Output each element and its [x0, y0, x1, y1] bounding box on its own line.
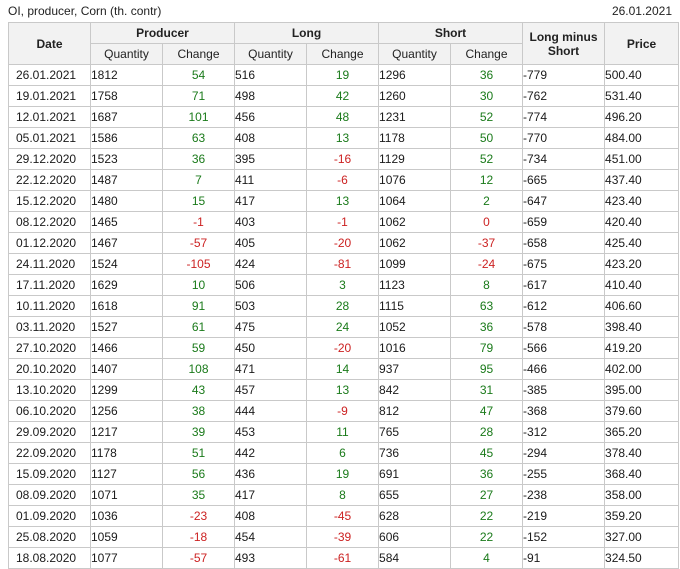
cell-long-change: -45 [307, 506, 379, 527]
cell-short-change: 8 [451, 275, 523, 296]
cell-producer-change: 43 [163, 380, 235, 401]
cell-date: 18.08.2020 [9, 548, 91, 569]
cell-producer-quantity: 1527 [91, 317, 163, 338]
table-row [9, 485, 679, 506]
cell-short-change: 47 [451, 401, 523, 422]
cell-long-change: 48 [307, 107, 379, 128]
cell-price: 402.00 [605, 359, 679, 380]
cell-producer-quantity: 1256 [91, 401, 163, 422]
cell-short-quantity: 937 [379, 359, 451, 380]
cell-long-quantity: 498 [235, 86, 307, 107]
cell-long-minus-short: -774 [523, 107, 605, 128]
cell-long-quantity: 493 [235, 548, 307, 569]
cell-long-change: 19 [307, 65, 379, 86]
table-row [9, 233, 679, 254]
cell-short-change: 79 [451, 338, 523, 359]
cell-producer-change: 59 [163, 338, 235, 359]
cell-long-quantity: 503 [235, 296, 307, 317]
cell-date: 12.01.2021 [9, 107, 91, 128]
cell-short-quantity: 1064 [379, 191, 451, 212]
cell-date: 27.10.2020 [9, 338, 91, 359]
cell-producer-quantity: 1036 [91, 506, 163, 527]
cell-price: 379.60 [605, 401, 679, 422]
cell-short-quantity: 1123 [379, 275, 451, 296]
cell-producer-change: 108 [163, 359, 235, 380]
cell-long-minus-short: -385 [523, 380, 605, 401]
table-row [9, 275, 679, 296]
cell-date: 25.08.2020 [9, 527, 91, 548]
cell-short-change: 4 [451, 548, 523, 569]
cell-price: 324.50 [605, 548, 679, 569]
cell-long-change: -1 [307, 212, 379, 233]
cell-date: 08.12.2020 [9, 212, 91, 233]
cell-producer-quantity: 1077 [91, 548, 163, 569]
cell-long-quantity: 403 [235, 212, 307, 233]
cell-short-quantity: 842 [379, 380, 451, 401]
cell-price: 406.60 [605, 296, 679, 317]
cell-short-quantity: 1016 [379, 338, 451, 359]
cell-short-quantity: 1099 [379, 254, 451, 275]
cell-short-quantity: 691 [379, 464, 451, 485]
cell-price: 419.20 [605, 338, 679, 359]
cell-date: 10.11.2020 [9, 296, 91, 317]
cot-data-table [8, 22, 679, 569]
cell-price: 359.20 [605, 506, 679, 527]
cell-short-quantity: 1052 [379, 317, 451, 338]
cell-producer-quantity: 1618 [91, 296, 163, 317]
cell-long-quantity: 408 [235, 128, 307, 149]
cell-long-change: 13 [307, 191, 379, 212]
cell-short-quantity: 1260 [379, 86, 451, 107]
cell-short-quantity: 1178 [379, 128, 451, 149]
cell-price: 398.40 [605, 317, 679, 338]
cell-date: 29.12.2020 [9, 149, 91, 170]
cell-long-change: -9 [307, 401, 379, 422]
cell-short-change: 22 [451, 527, 523, 548]
cell-long-change: -39 [307, 527, 379, 548]
cell-long-minus-short: -647 [523, 191, 605, 212]
cell-long-quantity: 457 [235, 380, 307, 401]
cell-short-change: 36 [451, 65, 523, 86]
table-row [9, 107, 679, 128]
cell-short-change: 2 [451, 191, 523, 212]
cell-date: 03.11.2020 [9, 317, 91, 338]
table-row [9, 170, 679, 191]
cell-long-quantity: 411 [235, 170, 307, 191]
cell-producer-change: 10 [163, 275, 235, 296]
cell-short-change: 36 [451, 317, 523, 338]
cell-long-minus-short: -770 [523, 128, 605, 149]
column-header-short-quantity: Quantity [379, 44, 451, 65]
cell-price: 420.40 [605, 212, 679, 233]
cell-long-quantity: 405 [235, 233, 307, 254]
cell-producer-change: 36 [163, 149, 235, 170]
cell-producer-quantity: 1407 [91, 359, 163, 380]
column-header-price: Price [605, 23, 679, 65]
cell-producer-quantity: 1524 [91, 254, 163, 275]
cell-price: 496.20 [605, 107, 679, 128]
cell-long-quantity: 444 [235, 401, 307, 422]
cell-long-quantity: 456 [235, 107, 307, 128]
cell-short-quantity: 1062 [379, 212, 451, 233]
cell-long-quantity: 442 [235, 443, 307, 464]
cell-producer-change: 15 [163, 191, 235, 212]
cell-producer-quantity: 1059 [91, 527, 163, 548]
cell-producer-change: 54 [163, 65, 235, 86]
cell-producer-change: -105 [163, 254, 235, 275]
cell-date: 26.01.2021 [9, 65, 91, 86]
cell-long-minus-short: -658 [523, 233, 605, 254]
cell-producer-change: -18 [163, 527, 235, 548]
table-row [9, 401, 679, 422]
cell-long-quantity: 395 [235, 149, 307, 170]
header-row-groups [9, 23, 679, 44]
cell-date: 06.10.2020 [9, 401, 91, 422]
cell-long-minus-short: -255 [523, 464, 605, 485]
cell-producer-quantity: 1629 [91, 275, 163, 296]
cell-long-change: -20 [307, 233, 379, 254]
cell-short-quantity: 655 [379, 485, 451, 506]
cell-price: 531.40 [605, 86, 679, 107]
cell-producer-change: 101 [163, 107, 235, 128]
cell-short-quantity: 1076 [379, 170, 451, 191]
cell-short-change: 95 [451, 359, 523, 380]
cell-short-quantity: 1062 [379, 233, 451, 254]
table-row [9, 296, 679, 317]
cell-long-change: -16 [307, 149, 379, 170]
title-bar [0, 0, 680, 22]
cell-long-minus-short: -91 [523, 548, 605, 569]
cell-producer-change: 63 [163, 128, 235, 149]
cell-long-quantity: 471 [235, 359, 307, 380]
cell-long-minus-short: -368 [523, 401, 605, 422]
cell-short-change: 63 [451, 296, 523, 317]
column-header-long-change: Change [307, 44, 379, 65]
cell-producer-change: 7 [163, 170, 235, 191]
cell-short-change: 22 [451, 506, 523, 527]
cell-long-change: -81 [307, 254, 379, 275]
cell-long-minus-short: -617 [523, 275, 605, 296]
table-row [9, 86, 679, 107]
cell-date: 01.12.2020 [9, 233, 91, 254]
cell-short-change: 45 [451, 443, 523, 464]
cell-price: 484.00 [605, 128, 679, 149]
table-row [9, 191, 679, 212]
cell-long-quantity: 475 [235, 317, 307, 338]
cell-short-change: 28 [451, 422, 523, 443]
cell-long-change: -61 [307, 548, 379, 569]
cell-short-quantity: 628 [379, 506, 451, 527]
cell-producer-quantity: 1466 [91, 338, 163, 359]
cell-short-change: 30 [451, 86, 523, 107]
cell-long-change: 11 [307, 422, 379, 443]
table-row [9, 317, 679, 338]
column-header-producer-change: Change [163, 44, 235, 65]
cell-short-quantity: 1231 [379, 107, 451, 128]
cell-producer-change: -57 [163, 233, 235, 254]
cell-long-change: 24 [307, 317, 379, 338]
cell-long-change: 6 [307, 443, 379, 464]
cell-price: 358.00 [605, 485, 679, 506]
table-row [9, 443, 679, 464]
cell-producer-quantity: 1480 [91, 191, 163, 212]
cell-date: 01.09.2020 [9, 506, 91, 527]
cell-long-minus-short: -578 [523, 317, 605, 338]
page-title: OI, producer, Corn (th. contr) [8, 3, 162, 18]
cell-short-quantity: 606 [379, 527, 451, 548]
cell-price: 395.00 [605, 380, 679, 401]
cell-price: 500.40 [605, 65, 679, 86]
cell-short-change: 52 [451, 149, 523, 170]
cell-short-quantity: 1115 [379, 296, 451, 317]
cell-price: 437.40 [605, 170, 679, 191]
cell-price: 378.40 [605, 443, 679, 464]
cell-date: 13.10.2020 [9, 380, 91, 401]
cell-long-change: 8 [307, 485, 379, 506]
cell-short-change: 12 [451, 170, 523, 191]
cell-price: 425.40 [605, 233, 679, 254]
report-date: 26.01.2021 [611, 3, 672, 18]
table-row [9, 65, 679, 86]
cell-date: 15.09.2020 [9, 464, 91, 485]
cell-long-change: 13 [307, 128, 379, 149]
cell-long-change: -20 [307, 338, 379, 359]
cell-producer-change: 91 [163, 296, 235, 317]
cell-producer-change: 61 [163, 317, 235, 338]
cell-long-quantity: 424 [235, 254, 307, 275]
cell-long-minus-short: -734 [523, 149, 605, 170]
cell-date: 15.12.2020 [9, 191, 91, 212]
cell-long-quantity: 453 [235, 422, 307, 443]
cell-date: 08.09.2020 [9, 485, 91, 506]
table-row [9, 506, 679, 527]
cell-long-change: 28 [307, 296, 379, 317]
table-row [9, 527, 679, 548]
cell-date: 22.12.2020 [9, 170, 91, 191]
table-row [9, 149, 679, 170]
cell-short-quantity: 736 [379, 443, 451, 464]
column-header-long-minus-short: Long minus Short [523, 23, 605, 65]
cell-long-quantity: 454 [235, 527, 307, 548]
cell-producer-quantity: 1465 [91, 212, 163, 233]
column-header-short-change: Change [451, 44, 523, 65]
cell-long-minus-short: -238 [523, 485, 605, 506]
cell-date: 19.01.2021 [9, 86, 91, 107]
cell-producer-quantity: 1127 [91, 464, 163, 485]
cell-producer-quantity: 1071 [91, 485, 163, 506]
cell-long-minus-short: -152 [523, 527, 605, 548]
cell-date: 29.09.2020 [9, 422, 91, 443]
cell-producer-quantity: 1299 [91, 380, 163, 401]
cell-short-change: 52 [451, 107, 523, 128]
table-body [9, 65, 679, 569]
cell-producer-change: 56 [163, 464, 235, 485]
cell-date: 24.11.2020 [9, 254, 91, 275]
column-header-date: Date [9, 23, 91, 65]
cell-producer-change: 35 [163, 485, 235, 506]
cell-short-change: 0 [451, 212, 523, 233]
table-row [9, 254, 679, 275]
cell-date: 20.10.2020 [9, 359, 91, 380]
cell-date: 17.11.2020 [9, 275, 91, 296]
table-row [9, 548, 679, 569]
cell-long-minus-short: -566 [523, 338, 605, 359]
cell-producer-quantity: 1586 [91, 128, 163, 149]
cell-date: 05.01.2021 [9, 128, 91, 149]
cell-producer-quantity: 1758 [91, 86, 163, 107]
cell-short-change: 31 [451, 380, 523, 401]
column-header-long-quantity: Quantity [235, 44, 307, 65]
cell-short-change: 36 [451, 464, 523, 485]
cell-short-quantity: 812 [379, 401, 451, 422]
cell-price: 368.40 [605, 464, 679, 485]
table-row [9, 359, 679, 380]
cell-producer-quantity: 1812 [91, 65, 163, 86]
table-row [9, 464, 679, 485]
cell-long-change: 19 [307, 464, 379, 485]
table-row [9, 422, 679, 443]
cell-long-minus-short: -466 [523, 359, 605, 380]
cell-short-quantity: 584 [379, 548, 451, 569]
cell-short-change: 50 [451, 128, 523, 149]
cell-producer-quantity: 1687 [91, 107, 163, 128]
cell-price: 365.20 [605, 422, 679, 443]
cell-producer-quantity: 1487 [91, 170, 163, 191]
cell-long-quantity: 450 [235, 338, 307, 359]
cell-long-change: -6 [307, 170, 379, 191]
cell-producer-change: 38 [163, 401, 235, 422]
cell-producer-change: 39 [163, 422, 235, 443]
cell-producer-change: -23 [163, 506, 235, 527]
cell-long-minus-short: -219 [523, 506, 605, 527]
cell-producer-quantity: 1217 [91, 422, 163, 443]
cell-producer-change: -57 [163, 548, 235, 569]
cell-producer-change: 51 [163, 443, 235, 464]
cell-long-minus-short: -312 [523, 422, 605, 443]
table-row [9, 212, 679, 233]
cell-long-change: 14 [307, 359, 379, 380]
cell-price: 327.00 [605, 527, 679, 548]
cell-producer-change: -1 [163, 212, 235, 233]
cell-long-minus-short: -659 [523, 212, 605, 233]
cell-price: 410.40 [605, 275, 679, 296]
cell-long-quantity: 417 [235, 485, 307, 506]
cell-long-minus-short: -294 [523, 443, 605, 464]
cell-price: 423.40 [605, 191, 679, 212]
cell-date: 22.09.2020 [9, 443, 91, 464]
cell-long-quantity: 516 [235, 65, 307, 86]
cell-long-minus-short: -665 [523, 170, 605, 191]
cell-long-quantity: 436 [235, 464, 307, 485]
cell-long-change: 3 [307, 275, 379, 296]
table-row [9, 338, 679, 359]
cell-long-quantity: 417 [235, 191, 307, 212]
cell-price: 423.20 [605, 254, 679, 275]
table-row [9, 128, 679, 149]
cell-long-minus-short: -675 [523, 254, 605, 275]
cell-short-quantity: 765 [379, 422, 451, 443]
cell-producer-quantity: 1178 [91, 443, 163, 464]
cell-price: 451.00 [605, 149, 679, 170]
column-group-short: Short [379, 23, 523, 44]
cell-long-minus-short: -762 [523, 86, 605, 107]
cell-short-quantity: 1296 [379, 65, 451, 86]
cell-long-change: 42 [307, 86, 379, 107]
cell-producer-change: 71 [163, 86, 235, 107]
cell-long-quantity: 408 [235, 506, 307, 527]
cell-short-change: -24 [451, 254, 523, 275]
column-group-producer: Producer [91, 23, 235, 44]
cell-producer-quantity: 1467 [91, 233, 163, 254]
table-row [9, 380, 679, 401]
cell-producer-quantity: 1523 [91, 149, 163, 170]
cell-short-change: 27 [451, 485, 523, 506]
column-group-long: Long [235, 23, 379, 44]
table-head [9, 23, 679, 65]
cell-short-change: -37 [451, 233, 523, 254]
cell-long-minus-short: -612 [523, 296, 605, 317]
cell-long-change: 13 [307, 380, 379, 401]
cell-long-minus-short: -779 [523, 65, 605, 86]
cell-long-quantity: 506 [235, 275, 307, 296]
cell-short-quantity: 1129 [379, 149, 451, 170]
column-header-producer-quantity: Quantity [91, 44, 163, 65]
